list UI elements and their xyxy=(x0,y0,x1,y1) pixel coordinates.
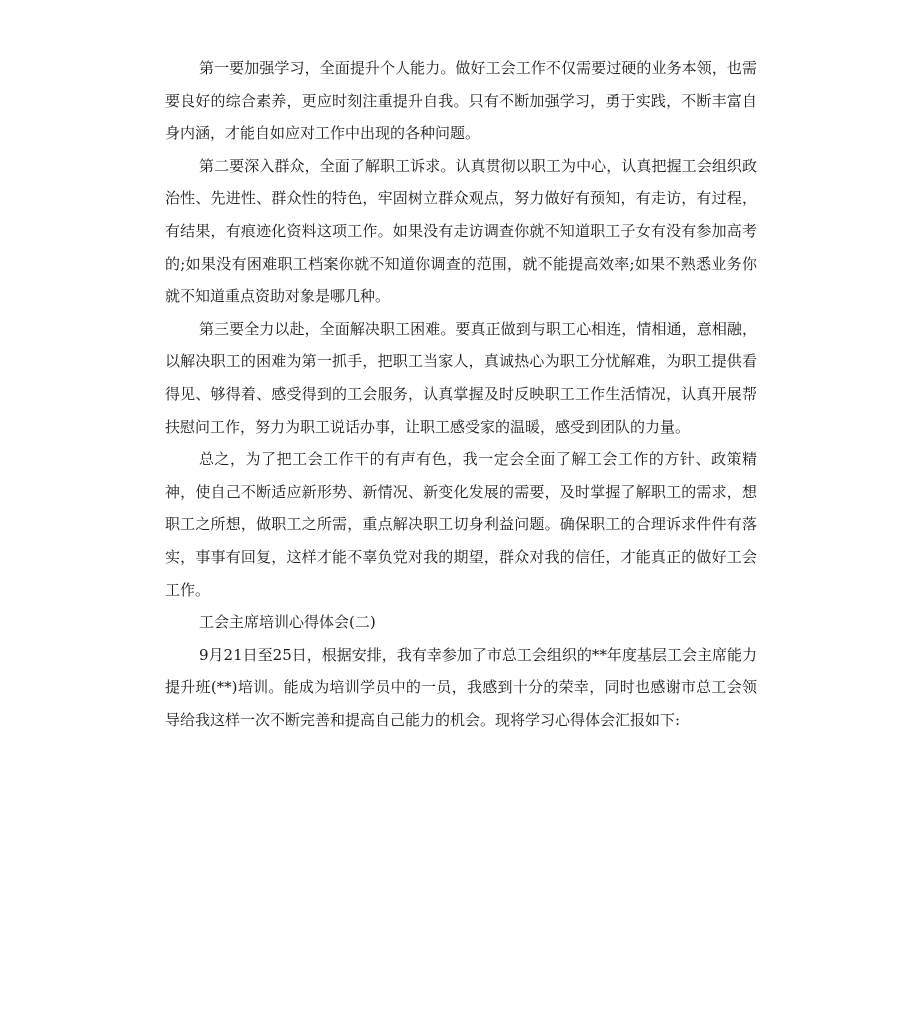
paragraph-difficulties: 第三要全力以赴，全面解决职工困难。要真正做到与职工心相连，情相通，意相融，以解决职工的困难为第一抓手，把职工当家人，真诚热心为职工分忧解难，为职工提供看得见、够得着、感受得到的工会服务，认真掌握及时反映职工工作生活情况，认真开展帮扶慰问工作，努力为职工说话办事，让职工感受家的温暖，感受到团队的力量。 xyxy=(165,319,757,436)
section-heading: 工会主席培训心得体会(二) xyxy=(199,613,376,632)
paragraph-summary: 总之，为了把工会工作干的有声有色，我一定会全面了解工会工作的方针、政策精神，使自己不断适应新形势、新情况、新变化发展的需要，及时掌握了解职工的需求，想职工之所想，做职工之所需，重点解决职工切身利益问题。确保职工的合理诉求件件有落实，事事有回复，这样才能不辜负党对我的期望，群众对我的信任，才能真正的做好工会工作。 xyxy=(165,450,757,599)
paragraph-study: 第一要加强学习，全面提升个人能力。做好工会工作不仅需要过硬的业务本领，也需要良好的综合素养，更应时刻注重提升自我。只有不断加强学习，勇于实践，不断丰富自身内涵，才能自如应对工作中出现的各种问题。 xyxy=(165,59,757,143)
paragraph-masses: 第二要深入群众，全面了解职工诉求。认真贯彻以职工为中心，认真把握工会组织政治性、先进性、群众性的特色，牢固树立群众观点，努力做好有预知，有走访，有过程，有结果，有痕迹化资料这项工作。如果没有走访调查你就不知道职工子女有没有参加高考的;如果没有困难职工档案你就不知道你调查的范围，就不能提高效率;如果不熟悉业务你就不知道重点资助对象是哪几种。 xyxy=(165,156,757,306)
document-body xyxy=(165,52,757,736)
paragraph-training-intro: 9月21日至25日，根据安排，我有幸参加了市总工会组织的**年度基层工会主席能力提升班(**)培训。能成为培训学员中的一员，我感到十分的荣幸，同时也感谢市总工会领导给我这样一次不断完善和提高自己能力的机会。现将学习心得体会汇报如下: xyxy=(165,645,757,729)
